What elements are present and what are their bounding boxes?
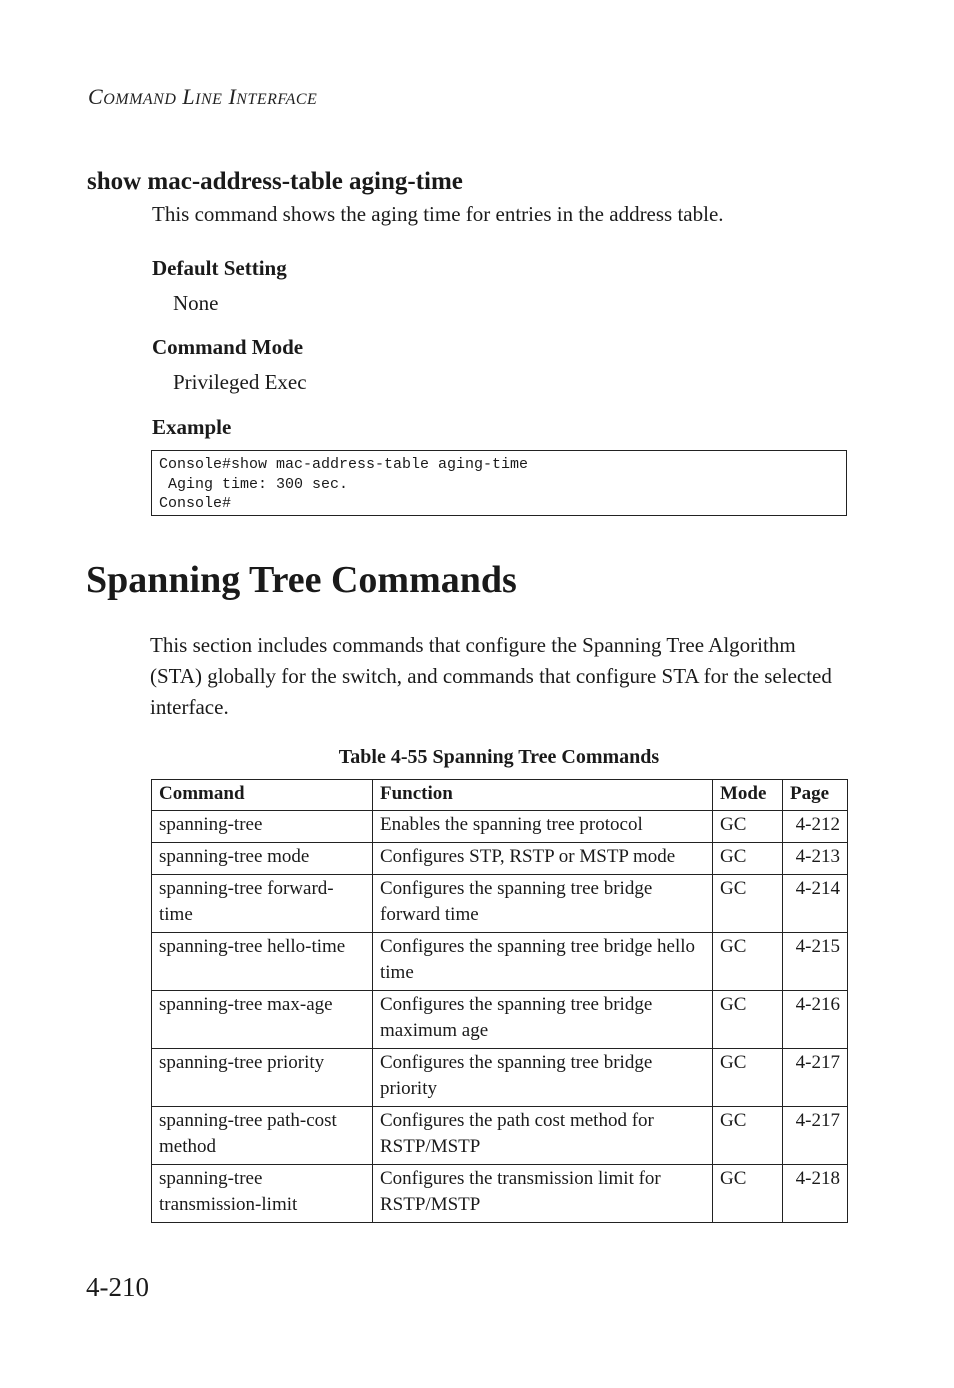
cell-page: 4-212 [783, 811, 848, 843]
default-setting-value: None [173, 291, 219, 315]
command-title: show mac-address-table aging-time [87, 168, 463, 195]
cell-function: Configures the spanning tree bridge maximum age [373, 991, 713, 1049]
example-heading: Example [152, 415, 232, 439]
section-title: Spanning Tree Commands [86, 559, 517, 601]
table-row [152, 1107, 848, 1165]
cell-command: spanning-tree [152, 811, 373, 843]
cell-function: Configures the transmission limit for RSTP/MSTP [373, 1165, 713, 1223]
header-page: Page [783, 780, 848, 811]
running-header-smallcaps: OMMAND [103, 91, 177, 108]
cell-function: Enables the spanning tree protocol [373, 811, 713, 843]
cell-function: Configures the spanning tree bridge forward time [373, 875, 713, 933]
spanning-tree-commands-table [151, 779, 848, 1223]
cell-mode: GC [713, 811, 783, 843]
page-number: 4-210 [86, 1272, 149, 1302]
cell-command: spanning-tree priority [152, 1049, 373, 1107]
cell-page: 4-214 [783, 875, 848, 933]
default-setting-heading: Default Setting [152, 256, 287, 280]
cell-mode: GC [713, 1165, 783, 1223]
running-header-smallcaps: INE [195, 91, 223, 108]
running-header-letter: C [88, 84, 104, 109]
command-mode-heading: Command Mode [152, 335, 304, 359]
cell-command: spanning-tree forward-time [152, 875, 373, 933]
cell-page: 4-217 [783, 1049, 848, 1107]
cell-page: 4-215 [783, 933, 848, 991]
cell-function: Configures the path cost method for RSTP/MSTP [373, 1107, 713, 1165]
cell-command: spanning-tree transmission-limit [152, 1165, 373, 1223]
cell-function: Configures the spanning tree bridge priority [373, 1049, 713, 1107]
running-header [88, 84, 317, 110]
table-row [152, 933, 848, 991]
example-code-block: Console#show mac-address-table aging-time Aging time: 300 sec. Console# [151, 450, 847, 516]
cell-mode: GC [713, 991, 783, 1049]
table-header-row [152, 780, 848, 811]
running-header-smallcaps: NTERFACE [236, 91, 318, 108]
cell-mode: GC [713, 843, 783, 875]
cell-command: spanning-tree max-age [152, 991, 373, 1049]
cell-mode: GC [713, 875, 783, 933]
command-mode-value: Privileged Exec [173, 370, 307, 394]
table-row [152, 875, 848, 933]
cell-mode: GC [713, 933, 783, 991]
cell-mode: GC [713, 1107, 783, 1165]
table-row [152, 843, 848, 875]
cell-function: Configures STP, RSTP or MSTP mode [373, 843, 713, 875]
cell-command: spanning-tree mode [152, 843, 373, 875]
table-caption: Table 4-55 Spanning Tree Commands [338, 746, 660, 768]
command-description: This command shows the aging time for entries in the address table. [152, 202, 724, 226]
table-row [152, 1049, 848, 1107]
cell-page: 4-213 [783, 843, 848, 875]
cell-mode: GC [713, 1049, 783, 1107]
section-intro: This section includes commands that configure the Spanning Tree Algorithm (STA) globally for the switch, and commands that configure STA for the selected interface. [150, 633, 832, 719]
running-header-letter: I [228, 84, 237, 109]
header-mode: Mode [713, 780, 783, 811]
table-row [152, 811, 848, 843]
cell-page: 4-218 [783, 1165, 848, 1223]
cell-function: Configures the spanning tree bridge hello time [373, 933, 713, 991]
cell-page: 4-216 [783, 991, 848, 1049]
cell-command: spanning-tree path-cost method [152, 1107, 373, 1165]
header-function: Function [373, 780, 713, 811]
cell-command: spanning-tree hello-time [152, 933, 373, 991]
table-row [152, 991, 848, 1049]
cell-page: 4-217 [783, 1107, 848, 1165]
header-command: Command [152, 780, 373, 811]
running-header-letter: L [182, 84, 196, 109]
table-row [152, 1165, 848, 1223]
